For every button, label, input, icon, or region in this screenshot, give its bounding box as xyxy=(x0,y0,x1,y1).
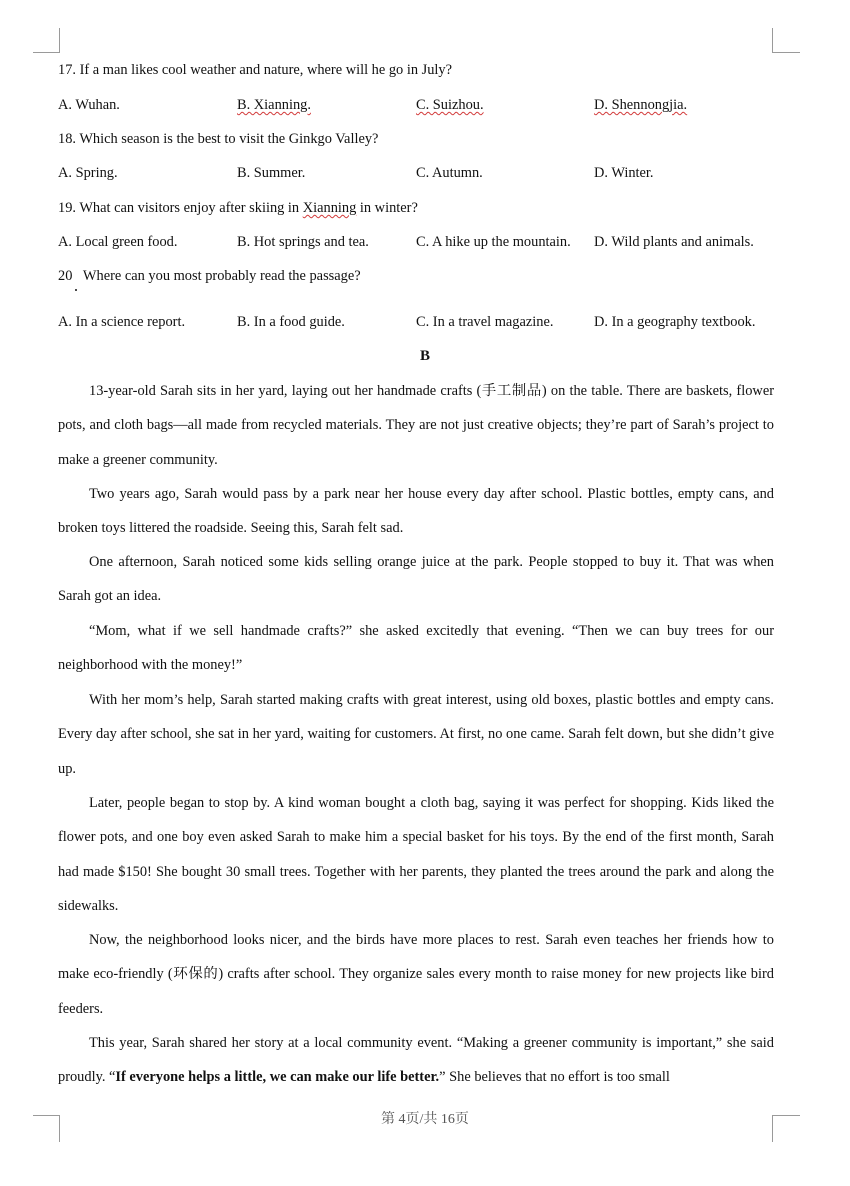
question-19-option-a: A. Local green food. xyxy=(58,234,178,250)
question-19-stem-after: in winter? xyxy=(356,200,418,216)
question-18-stem: 18. Which season is the best to visit the Ginkgo Valley? xyxy=(58,131,379,147)
question-19-stem-place: Xianning xyxy=(302,200,357,216)
page-footer: 第 4页/共 16页 xyxy=(381,1112,469,1127)
question-20-option-c: C. In a travel magazine. xyxy=(416,314,554,330)
passage-paragraph-7: Now, the neighborhood looks nicer, and the birds have more places to rest. Sarah even teaches her friends how to make eco-friendly (环保的) crafts after school. They organize sales every month to raise money for new projects like bird feeders. xyxy=(58,932,774,1017)
passage-paragraph-5: With her mom’s help, Sarah started making crafts with great interest, using old boxes, plastic bottles and empty cans. Every day after school, she sat in her yard, waiting for customers. At first, no one came. Sarah felt down, but she didn’t give up. xyxy=(58,692,774,777)
question-18-option-c: C. Autumn. xyxy=(416,165,483,181)
passage-paragraph-1: 13-year-old Sarah sits in her yard, laying out her handmade crafts (手工制品) on the table. There are baskets, flower pots, and cloth bags—all made from recycled materials. They are not just creative objects; they’re part of Sarah’s project to make a greener community. xyxy=(58,383,774,468)
question-17-option-b: B. Xianning. xyxy=(237,97,311,113)
paragraph-8-bold-quote: If everyone helps a little, we can make our life better. xyxy=(115,1069,440,1086)
question-19-option-c: C. A hike up the mountain. xyxy=(416,234,571,250)
paragraph-8-text-after: ” She believes that no effort is too small xyxy=(439,1069,670,1086)
question-18-option-a: A. Spring. xyxy=(58,165,118,181)
question-19-option-b: B. Hot springs and tea. xyxy=(237,234,369,250)
crop-mark-top-right xyxy=(772,28,800,53)
question-20-option-b: B. In a food guide. xyxy=(237,314,345,330)
passage-paragraph-4: “Mom, what if we sell handmade crafts?” she asked excitedly that evening. “Then we can buy trees for our neighborhood with the money!” xyxy=(58,623,774,674)
question-20-option-d: D. In a geography textbook. xyxy=(594,314,756,330)
question-19-option-d: D. Wild plants and animals. xyxy=(594,234,754,250)
question-18-option-b: B. Summer. xyxy=(237,165,306,181)
passage-paragraph-2: Two years ago, Sarah would pass by a park near her house every day after school. Plastic bottles, empty cans, and broken toys littered the roadside. Seeing this, Sarah felt sad. xyxy=(58,486,774,537)
passage-paragraph-3: One afternoon, Sarah noticed some kids selling orange juice at the park. People stopped to buy it. That was when Sarah got an idea. xyxy=(58,554,774,605)
passage-paragraph-8 xyxy=(58,1026,774,1095)
passage-paragraph-6: Later, people began to stop by. A kind woman bought a cloth bag, saying it was perfect for shopping. Kids liked the flower pots, and one boy even asked Sarah to make him a special basket for his toys. By the end of the first month, Sarah had made $150! She bought 30 small trees. Together with her parents, they planted the trees around the park and along the sidewalks. xyxy=(58,795,774,914)
crop-mark-top-left xyxy=(33,28,60,53)
question-19-stem-before: 19. What can visitors enjoy after skiing in xyxy=(58,200,303,216)
question-18-option-d: D. Winter. xyxy=(594,165,654,181)
paragraph-8-text-before: This year, Sarah shared her story at a local community event. “Making a greener community is important,” she said proudly. “ xyxy=(58,1035,774,1086)
question-19-stem xyxy=(58,198,418,218)
question-20-stem: 20 Where can you most probably read the passage? xyxy=(58,268,361,284)
question-17-option-a: A. Wuhan. xyxy=(58,97,120,113)
question-17-stem: 17. If a man likes cool weather and nature, where will he go in July? xyxy=(58,62,453,78)
question-17-option-d: D. Shennongjia. xyxy=(594,97,688,113)
question-20-option-a: A. In a science report. xyxy=(58,314,186,330)
question-17-option-c: C. Suizhou. xyxy=(416,97,484,113)
question-20-dot-mark xyxy=(75,289,77,291)
section-title: B xyxy=(419,348,430,364)
